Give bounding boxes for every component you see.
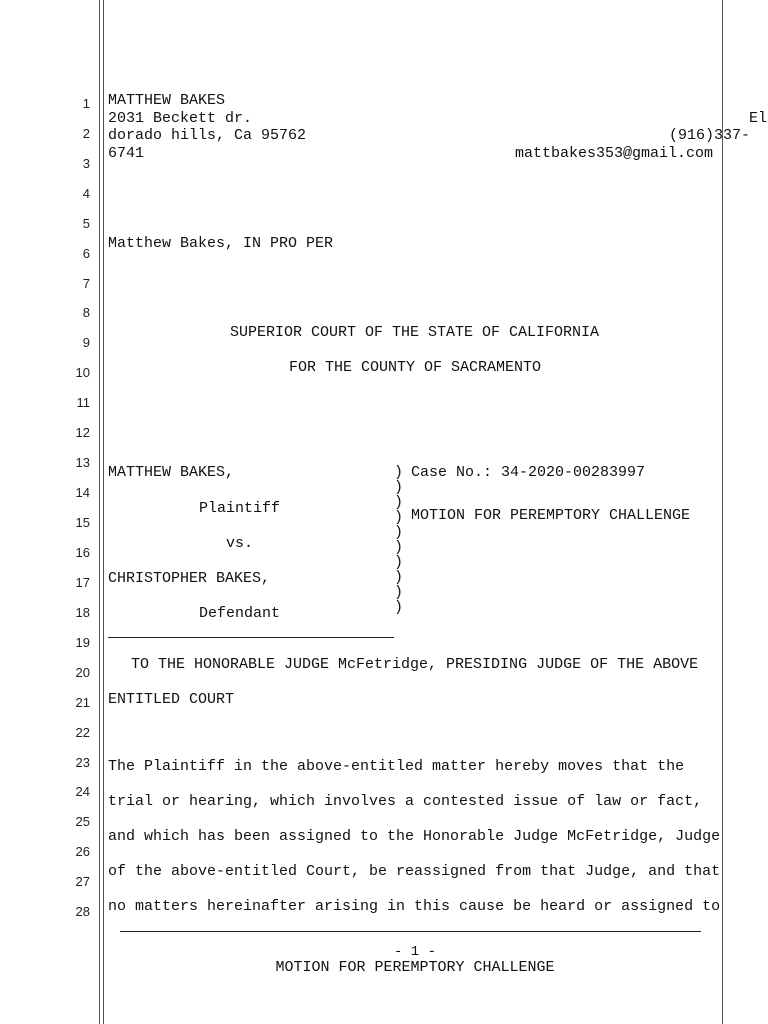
line-number: 18 [75, 605, 90, 620]
line-number: 5 [82, 216, 90, 231]
line-number: 2 [82, 126, 90, 141]
versus-label: vs. [226, 535, 254, 552]
line-number: 1 [82, 96, 90, 111]
line-number: 10 [75, 365, 90, 380]
email-address: mattbakes353@gmail.com [515, 145, 714, 162]
line-number: 21 [75, 695, 90, 710]
line-number: 17 [75, 575, 90, 590]
plaintiff-name: MATTHEW BAKES, [108, 464, 235, 481]
line-number: 23 [75, 755, 90, 770]
body-paragraph-line: trial or hearing, which involves a contested issue of law or fact, [108, 793, 703, 810]
right-margin-rule [722, 0, 723, 1024]
line-number: 4 [82, 186, 90, 201]
caption-underline [108, 637, 394, 638]
line-number: 27 [75, 874, 90, 889]
plaintiff-label: Plaintiff [199, 500, 281, 517]
line-number: 9 [82, 335, 90, 350]
line-number: 8 [82, 305, 90, 320]
city-state-zip: dorado hills, Ca 95762 [108, 127, 307, 144]
court-county: FOR THE COUNTY OF SACRAMENTO [289, 359, 542, 376]
footer-title: MOTION FOR PEREMPTORY CHALLENGE [275, 959, 555, 976]
salutation-line-1: TO THE HONORABLE JUDGE McFetridge, PRESIDING JUDGE OF THE ABOVE [131, 656, 699, 673]
line-number: 26 [75, 844, 90, 859]
line-number: 14 [75, 485, 90, 500]
footer-rule [120, 931, 701, 932]
salutation-line-2: ENTITLED COURT [108, 691, 235, 708]
case-number: Case No.: 34-2020-00283997 [411, 464, 646, 481]
court-title: SUPERIOR COURT OF THE STATE OF CALIFORNIA [230, 324, 600, 341]
body-paragraph-line: no matters hereinafter arising in this cause be heard or assigned to [108, 898, 721, 915]
line-number: 6 [82, 246, 90, 261]
defendant-name: CHRISTOPHER BAKES, [108, 570, 271, 587]
line-number: 28 [75, 904, 90, 919]
line-number: 25 [75, 814, 90, 829]
body-paragraph-line: of the above-entitled Court, be reassigned from that Judge, and that [108, 863, 721, 880]
line-number: 11 [76, 395, 90, 410]
body-paragraph-line: and which has been assigned to the Honorable Judge McFetridge, Judge [108, 828, 721, 845]
line-number: 13 [75, 455, 90, 470]
line-number: 7 [82, 276, 90, 291]
caption-bracket: ) ) ) ) ) ) ) ) ) ) [394, 464, 404, 616]
line-number: 20 [75, 665, 90, 680]
page-number: - 1 - [393, 944, 436, 960]
line-number: 15 [75, 515, 90, 530]
city-fragment: El [749, 110, 768, 127]
defendant-label: Defendant [199, 605, 281, 622]
line-number: 3 [82, 156, 90, 171]
line-number: 16 [75, 545, 90, 560]
line-number: 19 [75, 635, 90, 650]
phone-number: (916)337- [669, 127, 751, 144]
document-title: MOTION FOR PEREMPTORY CHALLENGE [411, 507, 691, 524]
street-address: 2031 Beckett dr. [108, 110, 253, 127]
attorney-line: Matthew Bakes, IN PRO PER [108, 235, 334, 252]
body-paragraph-line: The Plaintiff in the above-entitled matter hereby moves that the [108, 758, 685, 775]
left-margin-rule-outer [99, 0, 100, 1024]
left-margin-rule-inner [103, 0, 104, 1024]
line-number: 24 [75, 784, 90, 799]
line-number: 12 [75, 425, 90, 440]
phone-number-end: 6741 [108, 145, 145, 162]
party-name: MATTHEW BAKES [108, 92, 226, 109]
line-number: 22 [75, 725, 90, 740]
